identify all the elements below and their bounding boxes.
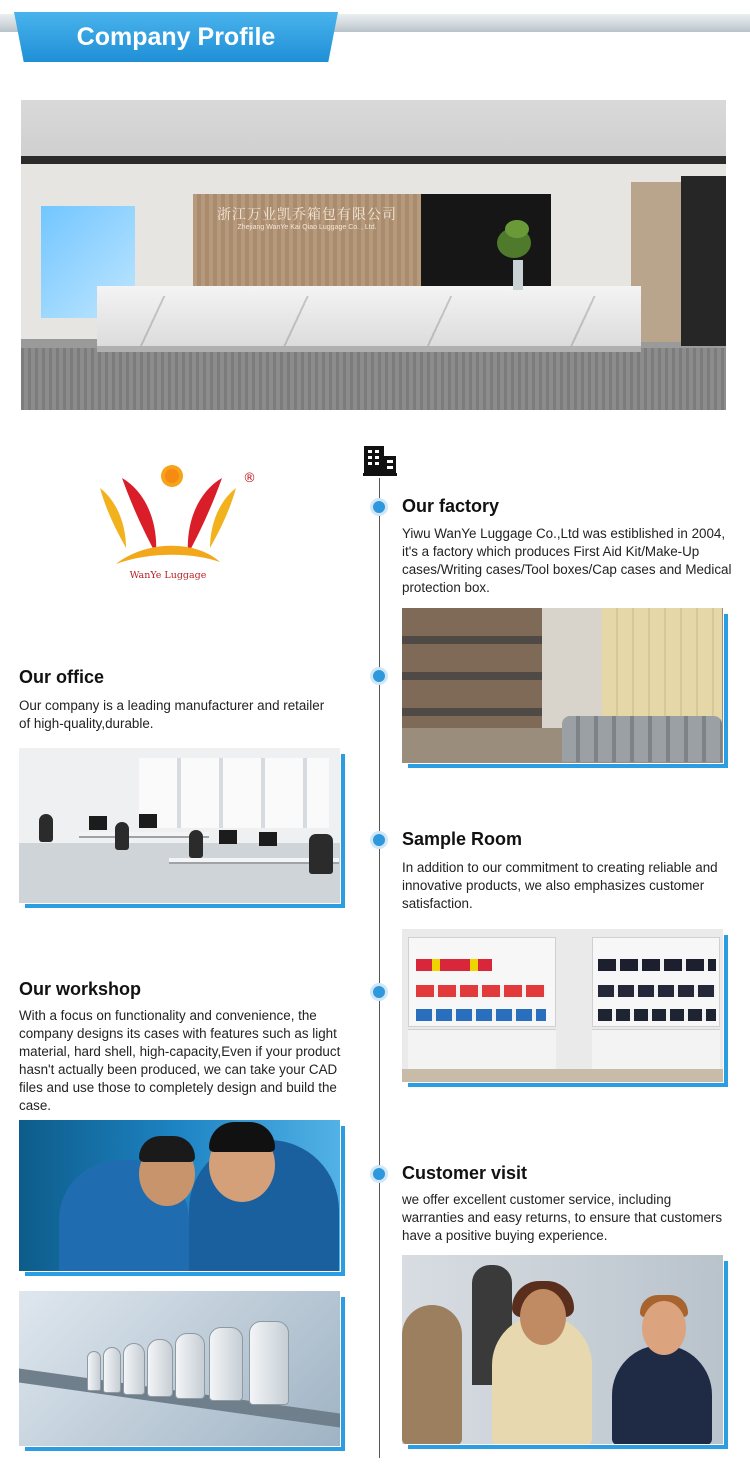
lobby-sign-english: Zhejiang WanYe Kai Qiao Luggage Co. , Ltd. <box>237 224 377 231</box>
timeline-dot-factory <box>370 498 388 516</box>
customer-visit-photo <box>402 1255 728 1449</box>
sample-heading: Sample Room <box>402 829 523 849</box>
timeline-dot-workshop <box>370 983 388 1001</box>
timeline-dot-office <box>370 667 388 685</box>
sample-room-photo <box>402 929 728 1087</box>
office-heading: Our office <box>19 667 105 687</box>
factory-photo <box>402 608 728 768</box>
workshop-heading: Our workshop <box>19 979 142 999</box>
visit-heading: Customer visit <box>402 1163 528 1183</box>
workshop-photo-machines <box>19 1291 345 1451</box>
timeline-line <box>379 478 380 1458</box>
building-icon <box>363 446 397 476</box>
lobby-sign-chinese: 浙江万业凯乔箱包有限公司 <box>217 207 397 223</box>
timeline-dot-visit <box>370 1165 388 1183</box>
wanye-logo <box>96 462 256 584</box>
office-text: Our company is a leading manufacturer and retailer of high-quality,durable. <box>19 698 325 731</box>
timeline-dot-sample <box>370 831 388 849</box>
workshop-photo-workers <box>19 1120 345 1276</box>
factory-heading: Our factory <box>402 496 500 516</box>
workshop-text: With a focus on functionality and convenience, the company designs its cases with features such as light material, hard shell, high-capacity,Even if your product hasn't actually been produced, we can take your CAD files and use those to completely design and build the case. <box>19 1008 341 1113</box>
registered-mark: ® <box>243 471 256 486</box>
logo-brand: WanYe Luggage <box>129 570 207 581</box>
sample-text: In addition to our commitment to creating reliable and innovative products, we also emphasizes customer satisfaction. <box>402 860 718 911</box>
factory-text: Yiwu WanYe Luggage Co.,Ltd was estiblished in 2004, it's a factory which produces First Aid Kit/Make-Up cases/Writing cases/Tool boxes/Cap cases and Medical protection box. <box>402 526 732 595</box>
lobby-photo <box>21 100 726 410</box>
page-title: Company Profile <box>76 22 276 51</box>
visit-text: we offer excellent customer service, including warranties and easy returns, to ensure that customers have a positive buying experience. <box>402 1192 723 1243</box>
office-photo <box>19 748 345 908</box>
